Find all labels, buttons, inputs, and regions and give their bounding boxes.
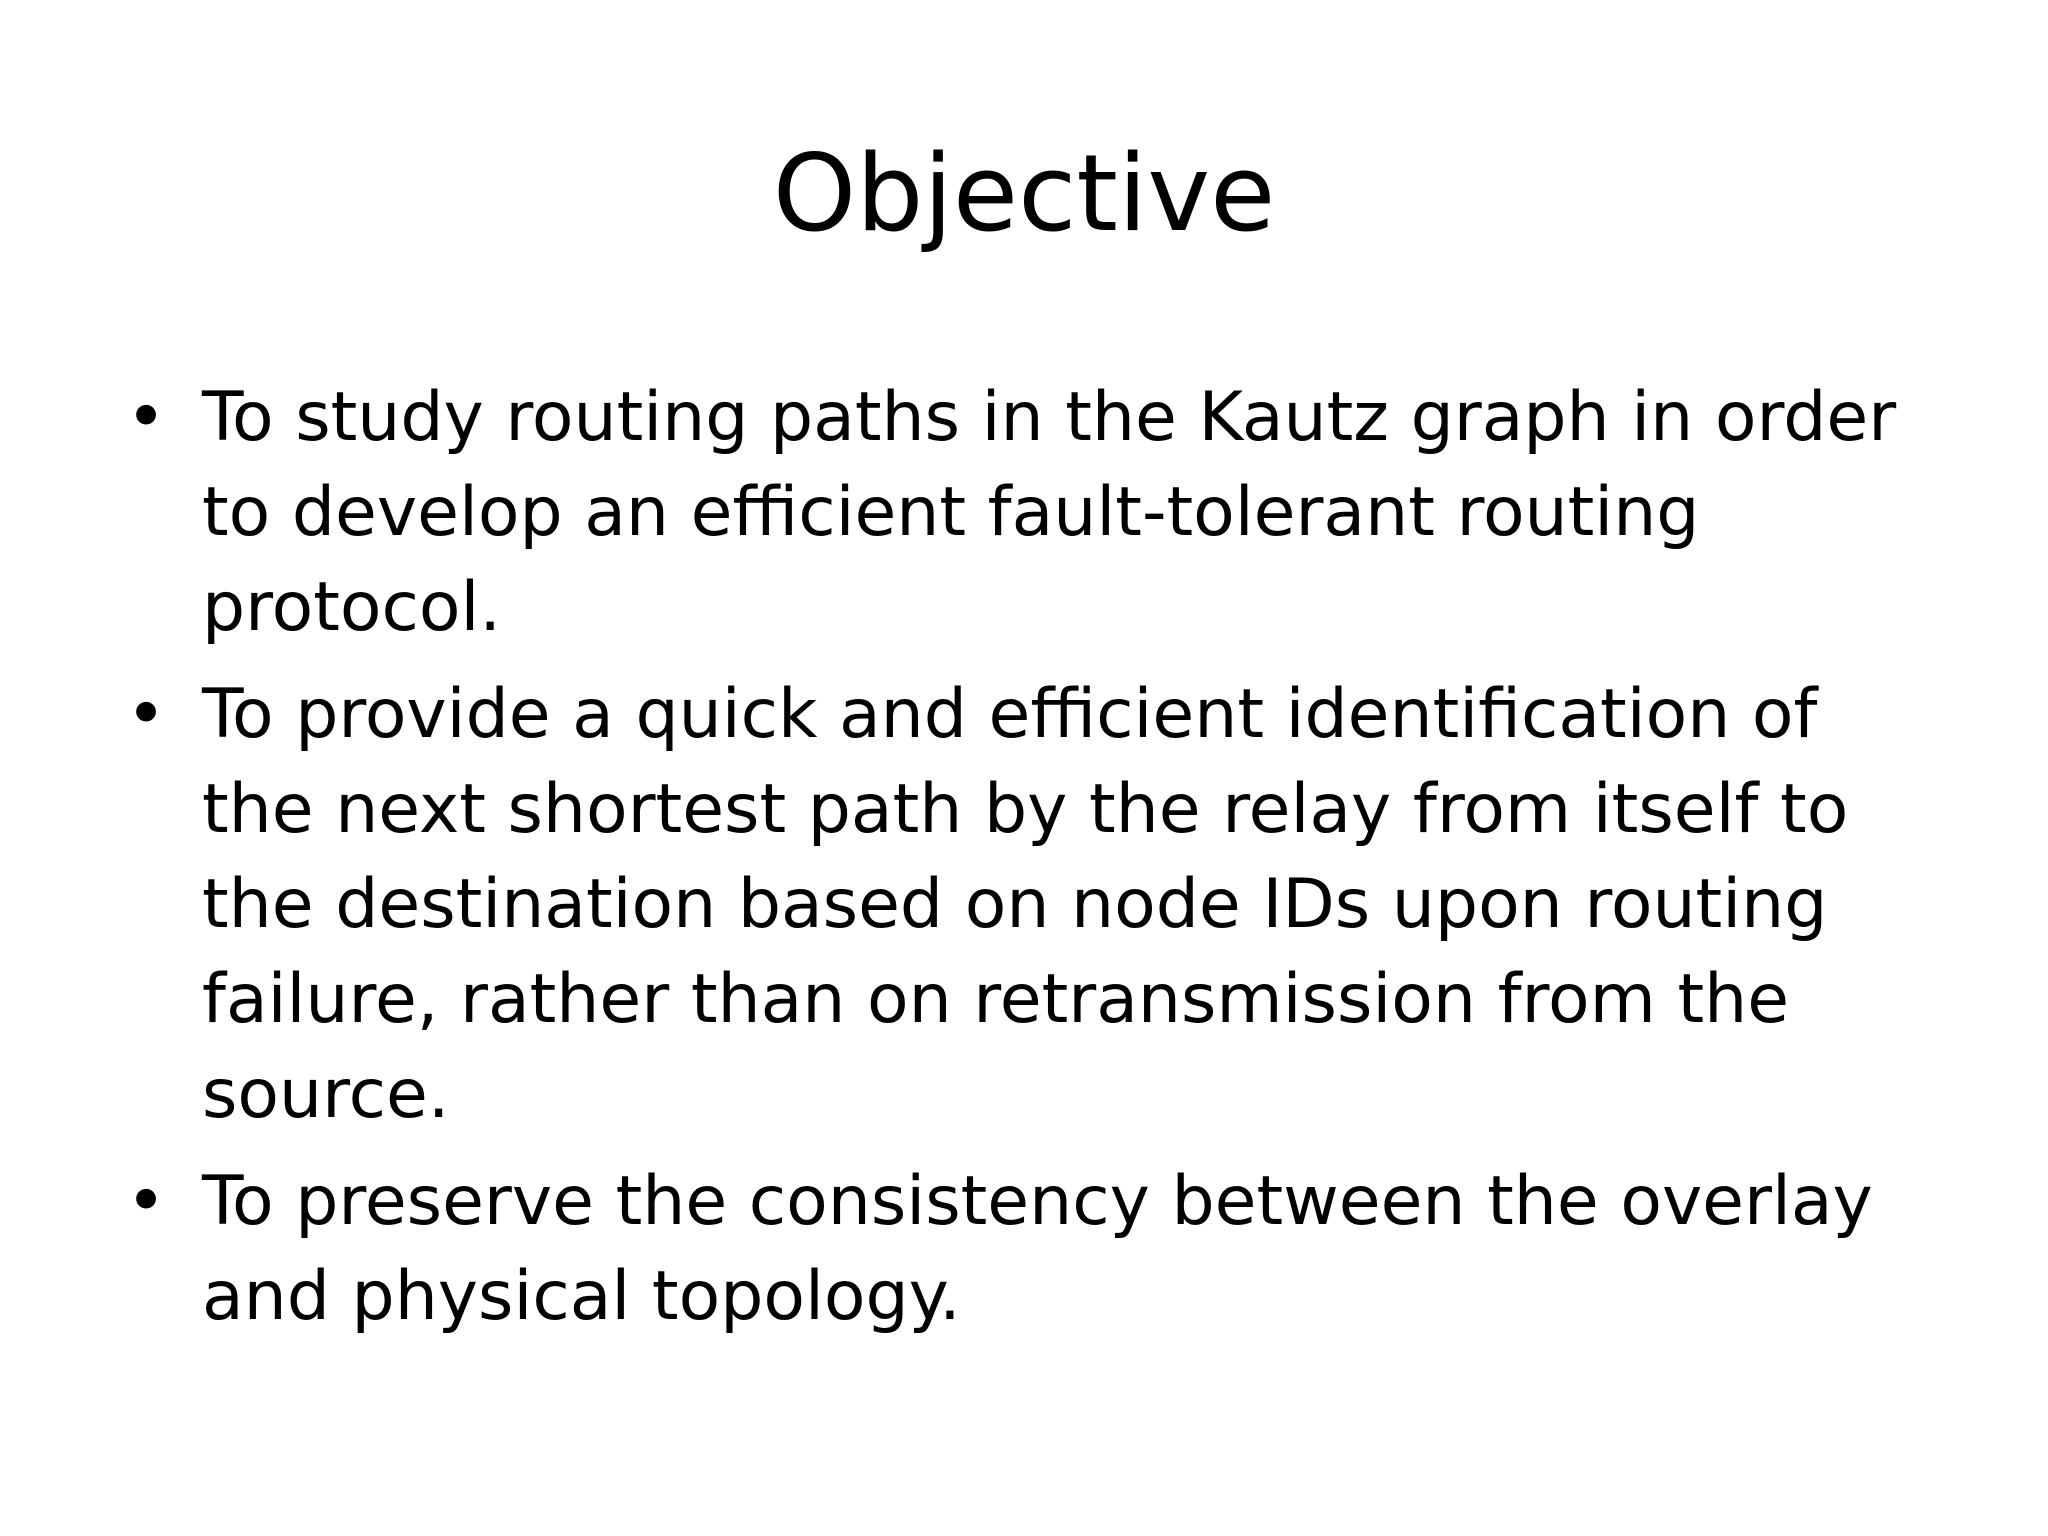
bullet-icon: •	[126, 1162, 167, 1241]
bullet-item-1	[118, 370, 1948, 655]
slide-title: Objective	[772, 132, 1276, 255]
bullet-list	[118, 370, 1948, 1356]
bullet-item-2	[118, 667, 1948, 1142]
bullet-item-3	[118, 1154, 1948, 1344]
bullet-text-3: To preserve the consistency between the overlay and physical topology.	[202, 1162, 1873, 1336]
bullet-text-1: To study routing paths in the Kautz graph in order to develop an efficient fault-tolerant routing protocol.	[202, 378, 1897, 647]
bullet-text-2: To provide a quick and efficient identification of the next shortest path by the relay from itself to the destination based on node IDs upon routing failure, rather than on retransmission from the source.	[202, 675, 1849, 1134]
bullet-icon: •	[126, 675, 167, 754]
bullet-icon: •	[126, 378, 167, 457]
